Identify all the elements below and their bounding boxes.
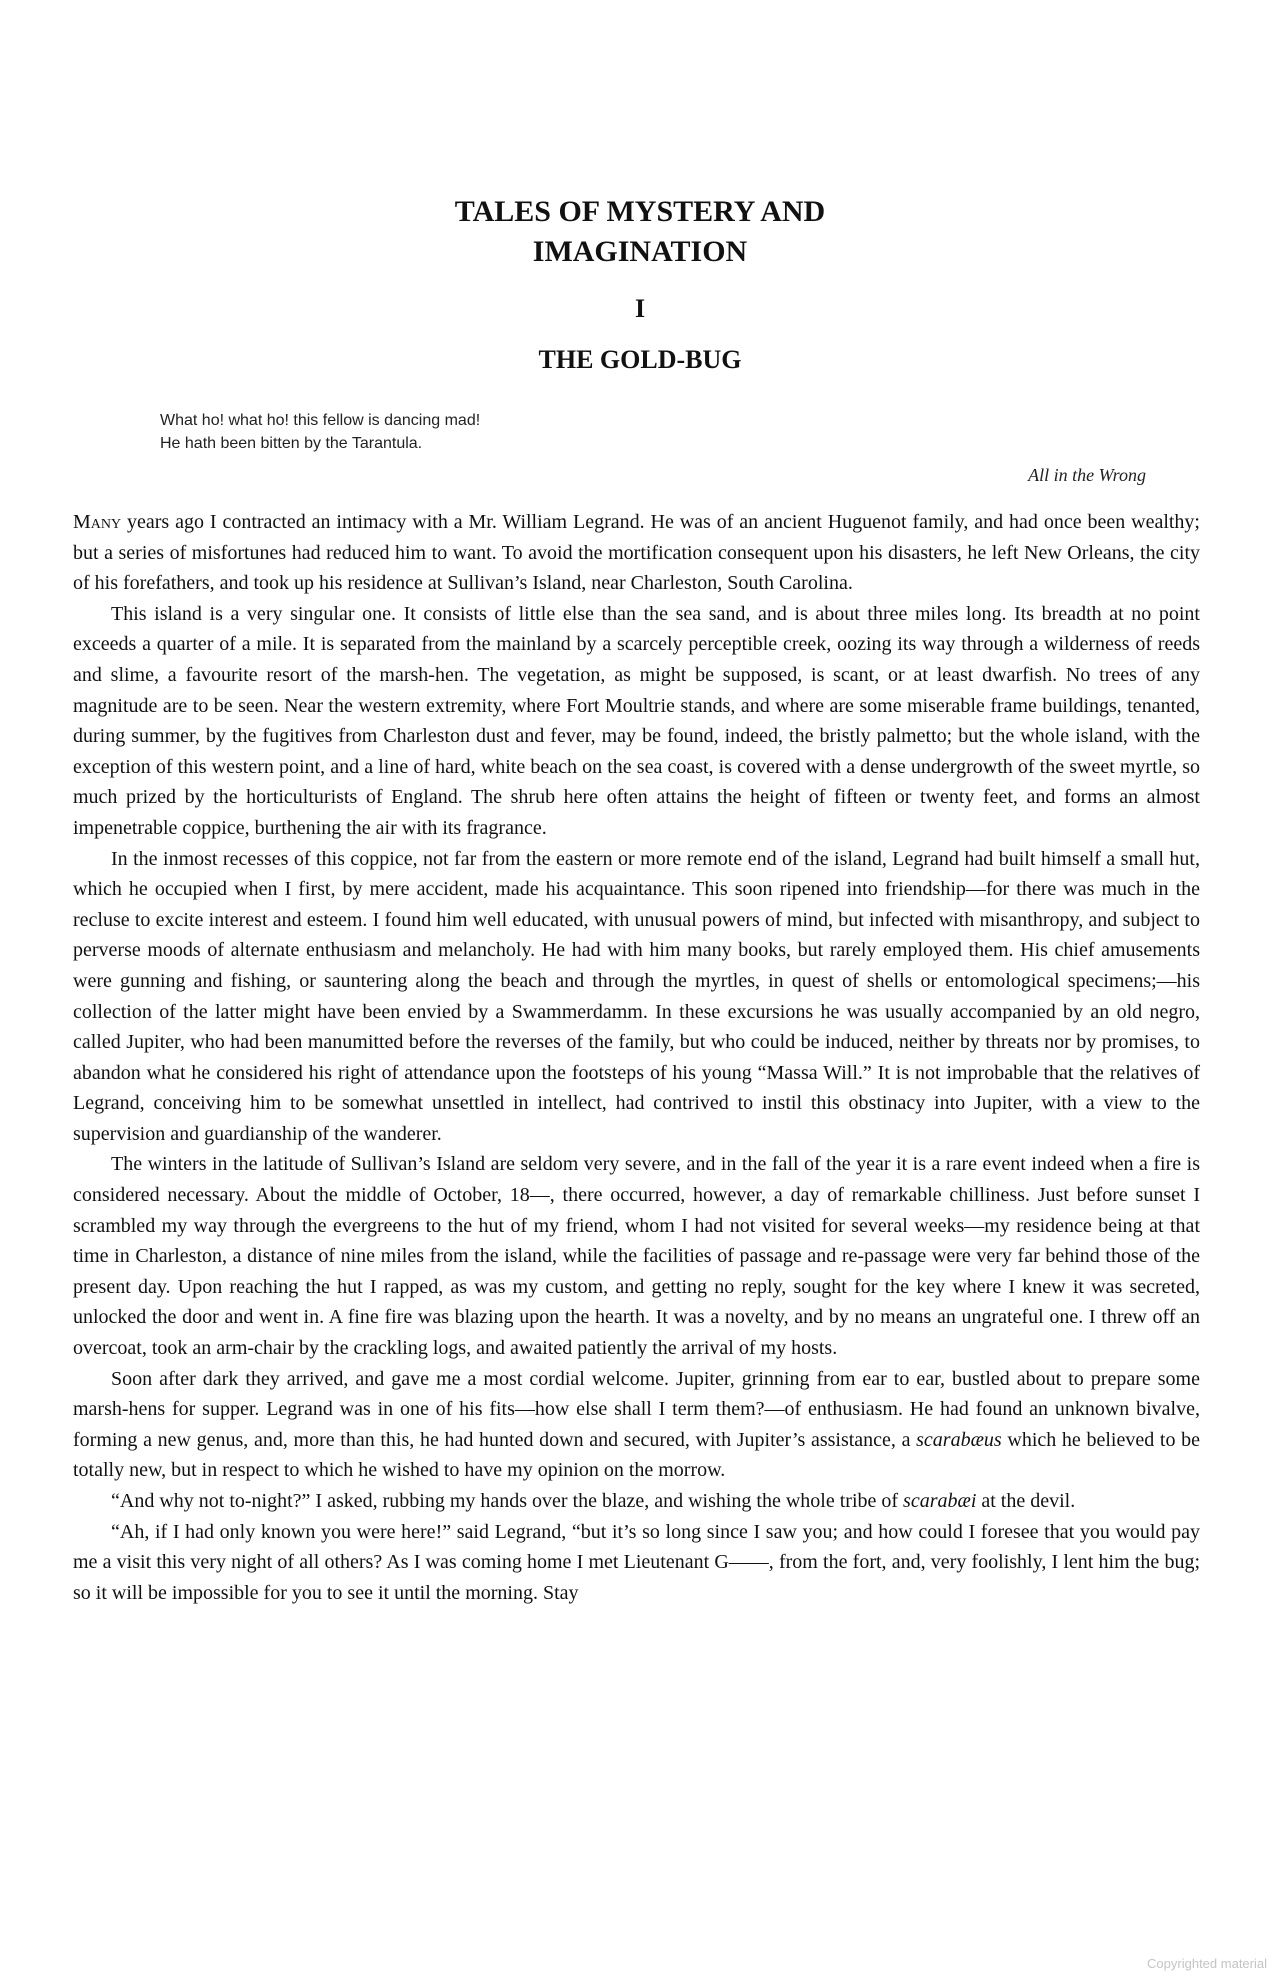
paragraph-5-text-a: Soon after dark they arrived, and gave me a most cordial welcome. Jupiter, grinning from ear to ear, bustled about to prepare some marsh-hens for supper. Legrand was in one of his fits—how else shall I term them?—of enthusiasm. He had found an unknown bivalve, forming a new genus, and, more than this, he had hunted down and secured, with Jupiter’s assistance, a [73,1367,1200,1451]
chapter-number: I [634,294,646,323]
paragraph-3: In the inmost recesses of this coppice, not far from the eastern or more remote end of the island, Legrand had built himself a small hut, which he occupied when I first, by mere accident, made his acquaintance. This soon ripened into friendship—for there was much in the recluse to excite interest and esteem. I found him well educated, with unusual powers of mind, but infected with misanthropy, and subject to perverse moods of alternate enthusiasm and melancholy. He had with him many books, but rarely employed them. His chief amusements were gunning and fishing, or sauntering along the beach and through the myrtles, in quest of shells or entomological specimens;—his collection of the latter might have been envied by a Swammerdamm. In these excursions he was usually accompanied by an old negro, called Jupiter, who had been manumitted before the reverses of the family, but who could be induced, neither by threats nor by promises, to abandon what he considered his right of attendance upon the footsteps of his young “Massa Will.” It is not improbable that the relatives of Legrand, conceiving him to be somewhat unsettled in intellect, had contrived to instil this obstinacy into Jupiter, with a view to the supervision and guardianship of the wanderer. [73,847,1200,1145]
paragraph-4: The winters in the latitude of Sullivan’s Island are seldom very severe, and in the fall of the year it is a rare event indeed when a fire is considered necessary. About the middle of October, 18—, there occurred, however, a day of remarkable chilliness. Just before sunset I scrambled my way through the evergreens to the hut of my friend, whom I had not visited for several weeks—my residence being at that time in Charleston, a distance of nine miles from the island, while the facilities of passage and re-passage were very far behind those of the present day. Upon reaching the hut I rapped, as was my custom, and getting no reply, sought for the key where I knew it was secreted, unlocked the door and went in. A fine fire was blazing upon the hearth. It was a novelty, and by no means an ungrateful one. I threw off an overcoat, took an arm-chair by the crackling logs, and awaited patiently the arrival of my hosts. [73,1153,1200,1360]
paragraph-5-text-b: which he believed to be totally new, but in respect to which he wished to have my opinion on the morrow. [73,1428,1200,1482]
book-title-line-1: TALES OF MYSTERY AND [454,195,826,228]
paragraph-5 [73,1364,1200,1486]
paragraph-1-text: years ago I contracted an intimacy with a Mr. William Legrand. He was of an ancient Huguenot family, and had once been wealthy; but a series of misfortunes had reduced him to want. To avoid the mortification consequent upon his disasters, he left New Orleans, the city of his forefathers, and took up his residence at Sullivan’s Island, near Charleston, South Carolina. [73,511,1200,595]
chapter-body [73,507,1200,1608]
paragraph-6-italic: scarabæi [903,1490,977,1512]
epigraph [160,409,480,455]
paragraph-2: This island is a very singular one. It consists of little else than the sea sand, and is about three miles long. Its breadth at no point exceeds a quarter of a mile. It is separated from the mainland by a scarcely perceptible creek, oozing its way through a wilderness of reeds and slime, a favourite resort of the marsh-hen. The vegetation, as might be supposed, is scant, or at least dwarfish. No trees of any magnitude are to be seen. Near the western extremity, where Fort Moultrie stands, and where are some miserable frame buildings, tenanted, during summer, by the fugitives from Charleston dust and fever, may be found, indeed, the bristly palmetto; but the whole island, with the exception of this western point, and a line of hard, white beach on the sea coast, is covered with a dense undergrowth of the sweet myrtle, so much prized by the horticulturists of England. The shrub here often attains the height of fifteen or twenty feet, and forms an almost impenetrable coppice, burthening the air with its fragrance. [73,602,1200,839]
book-title [0,192,1280,272]
epigraph-line-2: He hath been bitten by the Tarantula. [160,435,423,452]
opening-word: Many [73,511,122,533]
copyright-watermark: Copyrighted material [1147,1956,1267,1971]
epigraph-line-1: What ho! what ho! this fellow is dancing mad! [160,412,481,429]
paragraph-1 [73,507,1200,599]
paragraph-5-italic: scarabæus [916,1428,1002,1451]
chapter-title: THE GOLD-BUG [538,345,742,374]
paragraph-6-text-b: at the devil. [976,1490,1076,1512]
book-title-line-2: IMAGINATION [532,235,748,268]
paragraph-7: “Ah, if I had only known you were here!” said Legrand, “but it’s so long since I saw you; and how could I foresee that you would pay me a visit this very night of all others? As I was coming home I met Lieutenant G——, from the fort, and, very foolishly, I lent him the bug; so it will be impossible for you to see it until the morning. Stay [73,1520,1200,1604]
epigraph-source: All in the Wrong [1028,465,1146,485]
paragraph-6-text-a: “And why not to-night?” I asked, rubbing my hands over the blaze, and wishing the whole tribe of [111,1490,904,1512]
paragraph-6 [73,1486,1200,1517]
